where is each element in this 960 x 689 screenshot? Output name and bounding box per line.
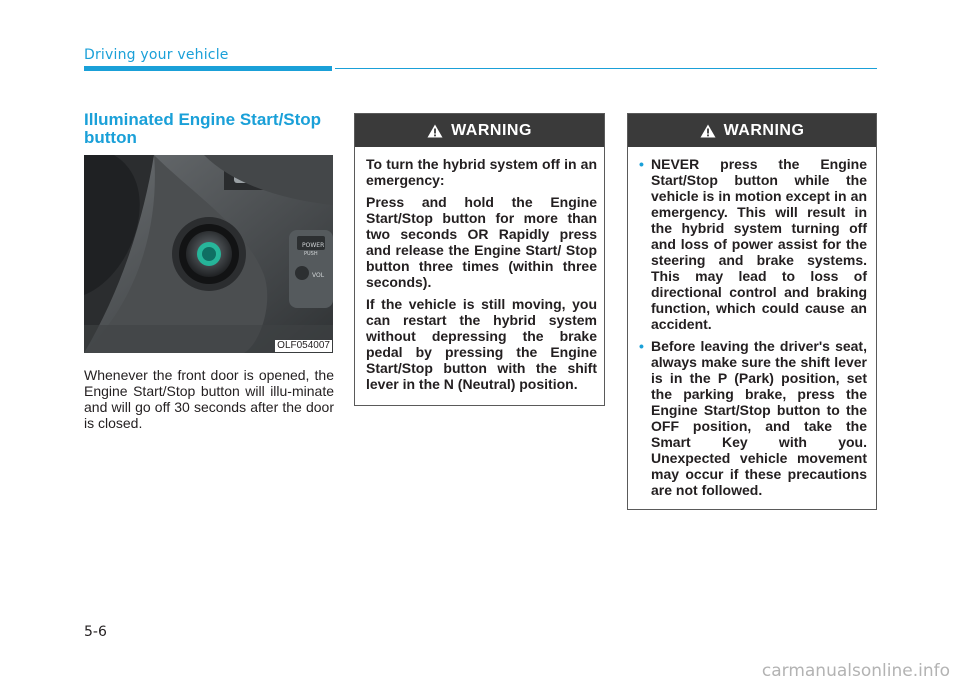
- bullet-dot: •: [639, 156, 644, 172]
- watermark-link[interactable]: carmanualsonline.info: [761, 661, 950, 681]
- warning-header: [355, 114, 604, 147]
- photo-code: OLF054007: [277, 340, 330, 351]
- bullet-dot: •: [639, 338, 644, 354]
- warning-body: [355, 147, 604, 392]
- warning-bullet: [639, 338, 867, 498]
- warning-box-hybrid-off: [354, 113, 605, 406]
- page-heading: Illuminated Engine Start/Stop button: [84, 110, 322, 147]
- bullet-text: Before leaving the driver's seat, always make sure the shift lever is in the P (Park) position, set the parking brake, press the Engine Start/Stop button to the OFF position, and take the Smart Key with you. Unexpected vehicle movement may occur if these precautions are not followed.: [651, 338, 867, 498]
- warning-paragraph: Press and hold the Engine Start/Stop button for more than two seconds OR Rapidly press and release the Engine Start/ Stop button three times (within three seconds).: [366, 194, 597, 290]
- dashboard-illustration: [84, 155, 333, 353]
- page-number: 5-6: [84, 624, 107, 640]
- warning-body: [628, 147, 876, 498]
- warning-title: WARNING: [451, 121, 532, 139]
- body-paragraph: Whenever the front door is opened, the Engine Start/Stop button will illu-minate and will go off 30 seconds after the door is closed.: [84, 367, 334, 431]
- bullet-text: NEVER press the Engine Start/Stop button while the vehicle is in motion except in an emergency. This will result in the hybrid system turning off and loss of power assist for the steering and brake systems. This may lead to loss of directional control and braking function, which could cause an accident.: [651, 156, 867, 332]
- warning-bullet: [639, 156, 867, 332]
- vol-label: VOL: [312, 272, 325, 279]
- warning-triangle-icon: [427, 124, 443, 138]
- warning-title: WARNING: [723, 121, 805, 139]
- warning-box-driving: [627, 113, 877, 510]
- push-label: PUSH: [304, 251, 318, 257]
- warning-paragraph: To turn the hybrid system off in an emergency:: [366, 156, 597, 188]
- section-title: Driving your vehicle: [84, 47, 229, 63]
- warning-paragraph: If the vehicle is still moving, you can restart the hybrid system without depressing the brake pedal by pressing the Engine Start/Stop button with the shift lever in the N (Neutral) position.: [366, 296, 597, 392]
- warning-header: [628, 114, 876, 147]
- warning-triangle-icon: [700, 124, 716, 138]
- dashboard-photo: [84, 155, 333, 353]
- power-label: POWER: [302, 242, 325, 249]
- header-rule-thin: [335, 68, 877, 69]
- header-rule-thick: [84, 66, 332, 71]
